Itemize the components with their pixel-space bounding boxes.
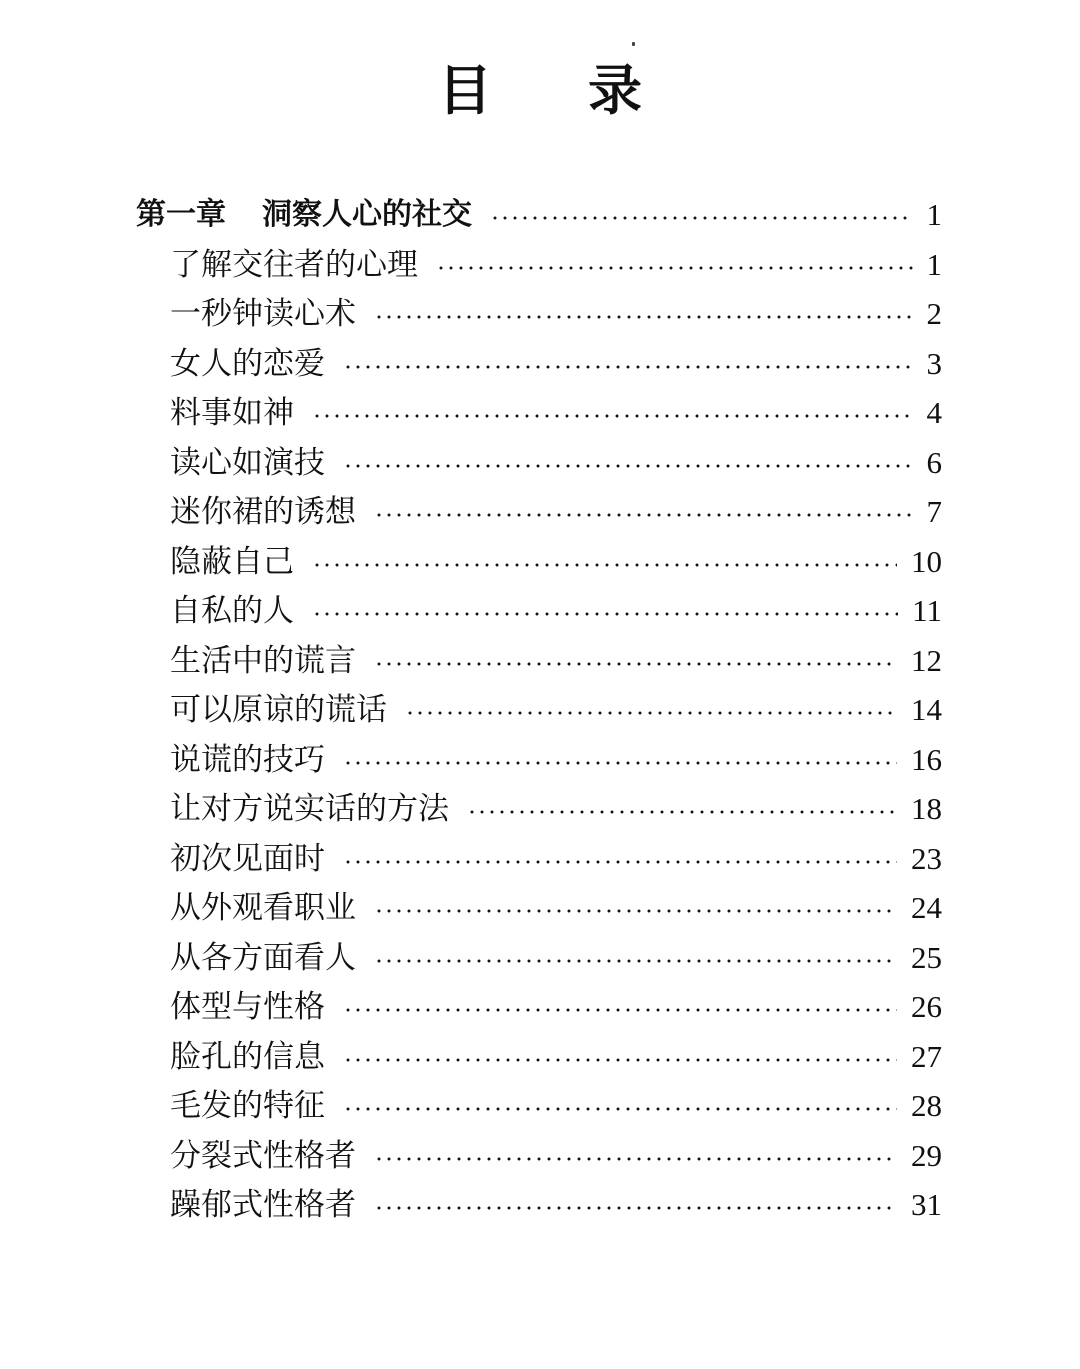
dot-leader bbox=[490, 216, 913, 220]
toc-entry-page-number: 12 bbox=[911, 643, 942, 678]
toc-entry[interactable] bbox=[170, 1086, 942, 1126]
toc-entry-page-number: 28 bbox=[911, 1088, 942, 1123]
toc-entry-title: 可以原谅的谎话 bbox=[170, 692, 387, 728]
dot-leader bbox=[343, 464, 913, 468]
toc-entry-page-number: 11 bbox=[912, 593, 942, 628]
toc-entry-page-number: 6 bbox=[926, 445, 942, 480]
dot-leader bbox=[343, 860, 897, 864]
toc-entry-page-number: 7 bbox=[926, 494, 942, 529]
chapter-page-number: 1 bbox=[926, 197, 942, 232]
toc-entry-page-number: 16 bbox=[911, 742, 942, 777]
dot-leader bbox=[374, 909, 897, 913]
dot-leader bbox=[374, 959, 897, 963]
toc-entry[interactable] bbox=[170, 641, 942, 681]
toc-entry[interactable] bbox=[170, 344, 942, 384]
dot-leader bbox=[312, 414, 913, 418]
chapter-title: 洞察人心的社交 bbox=[262, 197, 472, 232]
toc-entry[interactable] bbox=[170, 740, 942, 780]
toc-entry-title: 迷你裙的诱想 bbox=[170, 494, 356, 530]
chapter-heading bbox=[136, 195, 472, 235]
toc-entry[interactable] bbox=[170, 987, 942, 1027]
toc-entry-page-number: 27 bbox=[911, 1039, 942, 1074]
toc-entry-title: 从各方面看人 bbox=[170, 940, 356, 976]
toc-entry-page-number: 14 bbox=[911, 692, 942, 727]
toc-entry[interactable] bbox=[170, 245, 942, 285]
toc-entry[interactable] bbox=[170, 690, 942, 730]
dot-leader bbox=[467, 810, 897, 814]
chapter-label: 第一章 bbox=[136, 197, 226, 232]
toc-entry-page-number: 2 bbox=[926, 296, 942, 331]
dot-leader bbox=[343, 1107, 897, 1111]
toc-entry-title: 读心如演技 bbox=[170, 445, 325, 481]
toc-entry-title: 说谎的技巧 bbox=[170, 742, 325, 778]
dot-leader bbox=[374, 662, 897, 666]
dot-leader bbox=[312, 563, 897, 567]
toc-chapter-row[interactable] bbox=[136, 195, 942, 235]
toc-entry[interactable] bbox=[170, 1136, 942, 1176]
toc-entry-page-number: 29 bbox=[911, 1138, 942, 1173]
scan-speck bbox=[632, 42, 635, 46]
toc-entry-title: 分裂式性格者 bbox=[170, 1138, 356, 1174]
toc-entry-title: 一秒钟读心术 bbox=[170, 296, 356, 332]
toc-entry-page-number: 4 bbox=[926, 395, 942, 430]
toc-entry-page-number: 31 bbox=[911, 1187, 942, 1222]
toc-entry[interactable] bbox=[170, 542, 942, 582]
dot-leader bbox=[374, 315, 913, 319]
toc-entry[interactable] bbox=[170, 393, 942, 433]
toc-entry[interactable] bbox=[170, 443, 942, 483]
toc-entry-title: 从外观看职业 bbox=[170, 890, 356, 926]
dot-leader bbox=[374, 1206, 897, 1210]
toc-entry-title: 躁郁式性格者 bbox=[170, 1187, 356, 1223]
toc-entry-title: 隐蔽自己 bbox=[170, 544, 294, 580]
toc-entry[interactable] bbox=[170, 888, 942, 928]
dot-leader bbox=[405, 711, 897, 715]
toc-entry-title: 脸孔的信息 bbox=[170, 1039, 325, 1075]
toc-entry-title: 女人的恋爱 bbox=[170, 346, 325, 382]
dot-leader bbox=[436, 266, 913, 270]
page-title: 目录 bbox=[438, 59, 738, 122]
table-of-contents bbox=[0, 190, 1080, 1250]
toc-entry-title: 体型与性格 bbox=[170, 989, 325, 1025]
dot-leader bbox=[343, 1058, 897, 1062]
dot-leader bbox=[343, 365, 913, 369]
toc-entry-page-number: 25 bbox=[911, 940, 942, 975]
toc-entry-title: 让对方说实话的方法 bbox=[170, 791, 449, 827]
dot-leader bbox=[374, 513, 913, 517]
toc-entry-title: 毛发的特征 bbox=[170, 1088, 325, 1124]
dot-leader bbox=[312, 612, 898, 616]
toc-entry[interactable] bbox=[170, 492, 942, 532]
toc-entry[interactable] bbox=[170, 591, 942, 631]
toc-entry-title: 自私的人 bbox=[170, 593, 294, 629]
dot-leader bbox=[343, 1008, 897, 1012]
toc-entry-page-number: 18 bbox=[911, 791, 942, 826]
toc-entry[interactable] bbox=[170, 1037, 942, 1077]
toc-entry[interactable] bbox=[170, 839, 942, 879]
toc-entry[interactable] bbox=[170, 789, 942, 829]
toc-entry[interactable] bbox=[170, 1185, 942, 1225]
toc-entry-page-number: 10 bbox=[911, 544, 942, 579]
toc-entry[interactable] bbox=[170, 938, 942, 978]
toc-entry-page-number: 23 bbox=[911, 841, 942, 876]
toc-entry-title: 了解交往者的心理 bbox=[170, 247, 418, 283]
toc-entry[interactable] bbox=[170, 294, 942, 334]
toc-entry-page-number: 1 bbox=[926, 247, 942, 282]
toc-entry-title: 初次见面时 bbox=[170, 841, 325, 877]
dot-leader bbox=[374, 1157, 897, 1161]
dot-leader bbox=[343, 761, 897, 765]
toc-entry-page-number: 26 bbox=[911, 989, 942, 1024]
toc-entry-title: 生活中的谎言 bbox=[170, 643, 356, 679]
toc-entry-page-number: 3 bbox=[926, 346, 942, 381]
toc-entry-page-number: 24 bbox=[911, 890, 942, 925]
toc-entry-title: 料事如神 bbox=[170, 395, 294, 431]
